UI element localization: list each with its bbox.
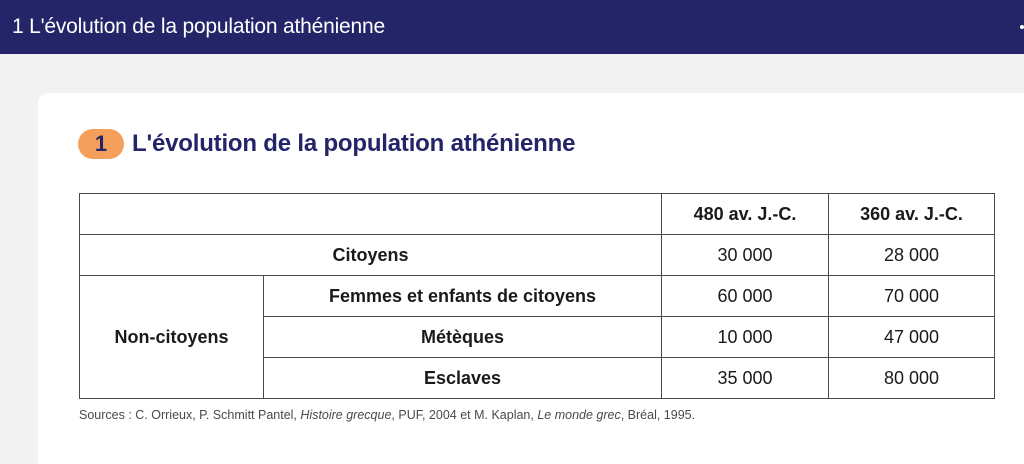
sources-title-1: Histoire grecque xyxy=(300,408,392,422)
column-header-360: 360 av. J.-C. xyxy=(829,194,995,235)
sources-middle: , PUF, 2004 et M. Kaplan, xyxy=(391,408,538,422)
cell-esclaves-480: 35 000 xyxy=(662,358,829,399)
section-heading xyxy=(78,129,575,159)
population-table xyxy=(79,193,995,399)
section-number-badge: 1 xyxy=(78,129,124,159)
table-header-row xyxy=(80,194,995,235)
sources-suffix: , Bréal, 1995. xyxy=(620,408,696,422)
cell-esclaves-360: 80 000 xyxy=(829,358,995,399)
document-card xyxy=(38,93,1024,464)
top-bar-title: 1 L'évolution de la population athénienne xyxy=(12,15,385,38)
table-row xyxy=(80,276,995,317)
sources-prefix: Sources : C. Orrieux, P. Schmitt Pantel, xyxy=(79,408,301,422)
cell-citoyens-360: 28 000 xyxy=(829,235,995,276)
row-label-citoyens: Citoyens xyxy=(80,235,662,276)
sources-title-2: Le monde grec xyxy=(537,408,621,422)
empty-header-cell xyxy=(80,194,662,235)
row-label-femmes: Femmes et enfants de citoyens xyxy=(264,276,662,317)
cell-meteques-480: 10 000 xyxy=(662,317,829,358)
edge-mark xyxy=(1020,25,1024,29)
sources-note xyxy=(79,408,695,422)
row-label-meteques: Métèques xyxy=(264,317,662,358)
section-title: L'évolution de la population athénienne xyxy=(132,130,576,157)
cell-femmes-480: 60 000 xyxy=(662,276,829,317)
cell-meteques-360: 47 000 xyxy=(829,317,995,358)
cell-citoyens-480: 30 000 xyxy=(662,235,829,276)
top-bar xyxy=(0,0,1024,54)
column-header-480: 480 av. J.-C. xyxy=(662,194,829,235)
row-label-esclaves: Esclaves xyxy=(264,358,662,399)
cell-femmes-360: 70 000 xyxy=(829,276,995,317)
group-label-non-citoyens: Non-citoyens xyxy=(80,276,264,399)
table-row xyxy=(80,235,995,276)
